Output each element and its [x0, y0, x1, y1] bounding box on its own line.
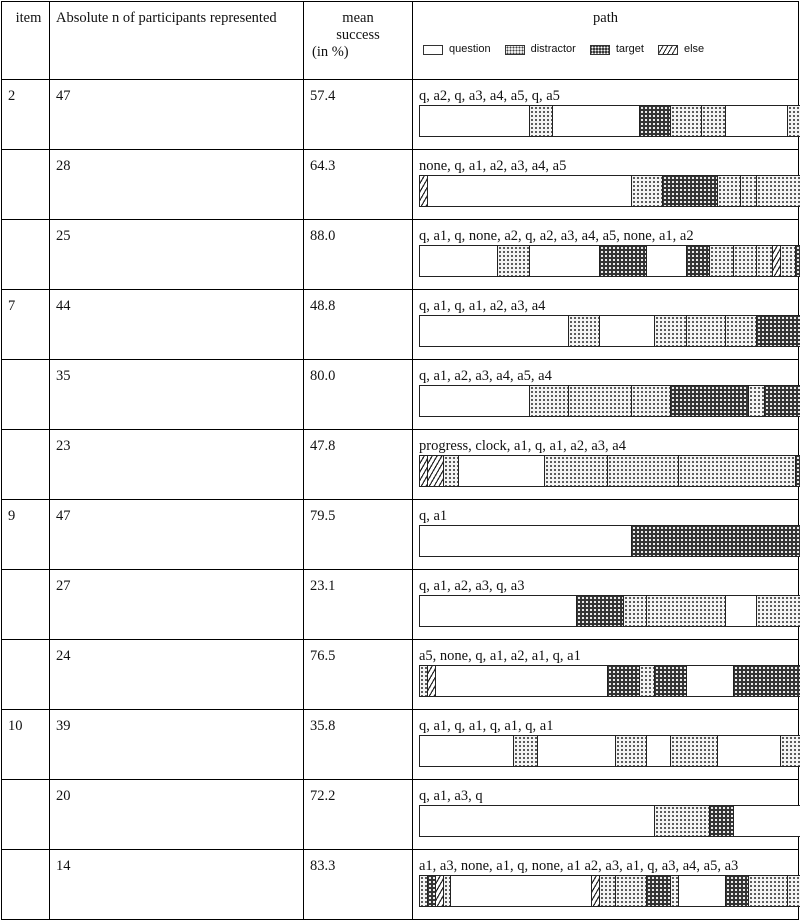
mean-success-cell-text: 72.2 — [310, 788, 336, 804]
path-segment-question — [538, 736, 616, 766]
mean-success-cell-text: 80.0 — [310, 368, 336, 384]
legend-swatch-else — [658, 45, 678, 55]
path-segment-question — [687, 666, 734, 696]
path-segment-distractor — [569, 386, 632, 416]
path-segment-target — [647, 876, 671, 906]
path-segment-distractor — [655, 806, 710, 836]
path-bar — [419, 245, 800, 277]
header-item: item — [2, 2, 50, 80]
path-segment-target — [710, 806, 734, 836]
participants-cell — [50, 430, 304, 500]
path-segment-question — [420, 736, 514, 766]
path-segment-else — [428, 456, 444, 486]
item-cell — [2, 570, 50, 640]
path-sequence: q, a1, a2, a3, q, a3 — [419, 578, 525, 594]
path-bar — [419, 385, 800, 417]
path-segment-else — [420, 456, 428, 486]
path-segment-question — [726, 106, 789, 136]
item-cell — [2, 640, 50, 710]
mean-success-cell — [304, 430, 413, 500]
header-mean-success — [304, 2, 413, 80]
participants-cell — [50, 710, 304, 780]
path-segment-distractor — [702, 106, 726, 136]
mean-success-cell — [304, 710, 413, 780]
path-segment-question — [420, 386, 530, 416]
path-cell — [413, 640, 799, 710]
participants-cell — [50, 500, 304, 570]
participants-cell-text: 47 — [56, 508, 71, 524]
path-segment-question — [420, 596, 577, 626]
path-segment-distractor — [781, 246, 797, 276]
path-segment-question — [420, 806, 655, 836]
path-segment-distractor — [687, 316, 726, 346]
participants-cell-text: 24 — [56, 648, 71, 664]
item-cell — [2, 850, 50, 920]
legend-label-question: question — [449, 43, 491, 55]
path-bar — [419, 175, 800, 207]
mean-success-cell-text: 57.4 — [310, 88, 336, 104]
mean-success-cell — [304, 360, 413, 430]
participants-cell — [50, 80, 304, 150]
header-participants: Absolute n of participants represented — [50, 2, 304, 80]
mean-success-cell-text: 76.5 — [310, 648, 336, 664]
path-segment-distractor — [616, 876, 647, 906]
mean-success-cell-text: 64.3 — [310, 158, 336, 174]
path-segment-target — [726, 876, 750, 906]
participants-cell-text: 23 — [56, 438, 71, 454]
item-cell — [2, 150, 50, 220]
path-cell — [413, 290, 799, 360]
path-segment-else — [592, 876, 600, 906]
path-segment-target — [765, 386, 800, 416]
path-bar — [419, 875, 800, 907]
legend-swatch-target — [590, 45, 610, 55]
path-segment-distractor — [734, 246, 758, 276]
path-segment-target — [632, 526, 800, 556]
path-segment-target — [796, 456, 800, 486]
table-row — [2, 80, 799, 150]
path-bar — [419, 665, 800, 697]
path-bar — [419, 315, 800, 347]
item-cell — [2, 500, 50, 570]
path-segment-distractor — [600, 876, 616, 906]
path-segment-distractor — [616, 736, 647, 766]
mean-success-cell-text: 23.1 — [310, 578, 336, 594]
path-sequence: progress, clock, a1, q, a1, a2, a3, a4 — [419, 438, 626, 454]
legend-swatch-question — [423, 45, 443, 55]
path-segment-target — [734, 666, 800, 696]
mean-success-cell-text: 47.8 — [310, 438, 336, 454]
participants-cell — [50, 360, 304, 430]
results-table — [1, 1, 799, 920]
path-segment-distractor — [624, 596, 648, 626]
participants-cell-text: 25 — [56, 228, 71, 244]
mean-success-cell — [304, 150, 413, 220]
path-segment-question — [530, 246, 601, 276]
path-segment-target — [640, 106, 671, 136]
path-segment-question — [420, 106, 530, 136]
path-cell — [413, 710, 799, 780]
path-cell — [413, 220, 799, 290]
path-cell — [413, 150, 799, 220]
item-cell — [2, 220, 50, 290]
path-segment-distractor — [608, 456, 679, 486]
path-segment-distractor — [671, 876, 679, 906]
mean-success-cell — [304, 570, 413, 640]
path-segment-distractor — [530, 386, 569, 416]
path-segment-distractor — [749, 876, 788, 906]
header-path — [413, 2, 799, 80]
participants-cell-text: 14 — [56, 858, 71, 874]
path-segment-distractor — [757, 596, 800, 626]
table-row — [2, 290, 799, 360]
path-segment-distractor — [444, 876, 452, 906]
header-mean-line1: mean — [342, 10, 374, 26]
path-segment-distractor — [749, 386, 765, 416]
path-segment-distractor — [757, 176, 800, 206]
path-cell — [413, 80, 799, 150]
table-row — [2, 430, 799, 500]
path-sequence: q, a2, q, a3, a4, a5, q, a5 — [419, 88, 560, 104]
path-segment-target — [671, 386, 749, 416]
path-sequence: a1, a3, none, a1, q, none, a1 a2, a3, a1, q, a3, a4, a5, a3 — [419, 858, 739, 874]
item-cell-text: 2 — [8, 88, 16, 104]
path-segment-question — [718, 736, 781, 766]
path-segment-distractor — [710, 246, 734, 276]
participants-cell — [50, 290, 304, 360]
table-row — [2, 780, 799, 850]
path-segment-target — [428, 876, 436, 906]
path-bar — [419, 735, 800, 767]
path-sequence: q, a1, q, none, a2, q, a2, a3, a4, a5, none, a1, a2 — [419, 228, 694, 244]
header-mean-line2: success — [336, 27, 380, 43]
participants-cell — [50, 220, 304, 290]
mean-success-cell-text: 79.5 — [310, 508, 336, 524]
path-bar — [419, 455, 800, 487]
item-cell — [2, 430, 50, 500]
item-cell — [2, 80, 50, 150]
table-row — [2, 640, 799, 710]
item-cell-text — [2, 640, 49, 648]
item-cell-text — [2, 780, 49, 788]
participants-cell — [50, 150, 304, 220]
item-cell-text — [2, 430, 49, 438]
table-row — [2, 150, 799, 220]
path-segment-else — [773, 246, 781, 276]
path-segment-question — [459, 456, 545, 486]
mean-success-cell — [304, 220, 413, 290]
participants-cell-text: 35 — [56, 368, 71, 384]
mean-success-cell — [304, 290, 413, 360]
path-bar — [419, 525, 800, 557]
path-segment-question — [553, 106, 639, 136]
path-segment-distractor — [726, 316, 757, 346]
path-segment-target — [600, 246, 647, 276]
path-segment-target — [687, 246, 711, 276]
item-cell-text — [2, 220, 49, 228]
header-path-title: path — [593, 10, 618, 26]
path-segment-distractor — [757, 246, 773, 276]
item-cell-text — [2, 850, 49, 858]
path-segment-question — [428, 176, 632, 206]
path-segment-distractor — [632, 386, 671, 416]
mean-success-cell — [304, 500, 413, 570]
item-cell-text: 7 — [8, 298, 16, 314]
path-segment-distractor — [788, 106, 800, 136]
path-segment-distractor — [444, 456, 460, 486]
mean-success-cell-text: 48.8 — [310, 298, 336, 314]
header-mean-line3: (in %) — [312, 44, 349, 60]
path-segment-target — [608, 666, 639, 696]
participants-cell — [50, 640, 304, 710]
item-cell-text — [2, 360, 49, 368]
table-row — [2, 570, 799, 640]
path-segment-target — [663, 176, 718, 206]
path-sequence: q, a1, q, a1, a2, a3, a4 — [419, 298, 546, 314]
path-segment-else — [420, 176, 428, 206]
mean-success-cell-text: 83.3 — [310, 858, 336, 874]
table-row — [2, 500, 799, 570]
path-segment-distractor — [420, 876, 428, 906]
item-cell — [2, 290, 50, 360]
table-row — [2, 360, 799, 430]
path-segment-distractor — [498, 246, 529, 276]
path-segment-distractor — [640, 666, 656, 696]
path-segment-question — [600, 316, 655, 346]
path-sequence: q, a1, a3, q — [419, 788, 483, 804]
item-cell-text: 10 — [8, 718, 23, 734]
path-segment-question — [420, 526, 632, 556]
path-segment-question — [420, 316, 569, 346]
participants-cell — [50, 780, 304, 850]
item-cell-text — [2, 570, 49, 578]
path-segment-distractor — [741, 176, 757, 206]
path-segment-question — [420, 246, 498, 276]
path-segment-question — [647, 246, 686, 276]
mean-success-cell-text: 35.8 — [310, 718, 336, 734]
path-segment-question — [451, 876, 592, 906]
path-segment-distractor — [718, 176, 742, 206]
path-cell — [413, 500, 799, 570]
path-cell — [413, 360, 799, 430]
mean-success-cell — [304, 780, 413, 850]
path-sequence: a5, none, q, a1, a2, a1, q, a1 — [419, 648, 581, 664]
legend-swatch-distractor — [505, 45, 525, 55]
path-segment-question — [679, 876, 726, 906]
mean-success-cell — [304, 850, 413, 920]
path-segment-question — [734, 806, 800, 836]
path-cell — [413, 430, 799, 500]
table-row — [2, 220, 799, 290]
path-segment-else — [428, 666, 436, 696]
path-segment-distractor — [545, 456, 608, 486]
path-sequence: q, a1 — [419, 508, 448, 524]
path-segment-target — [796, 246, 800, 276]
participants-cell-text: 28 — [56, 158, 71, 174]
path-segment-distractor — [569, 316, 600, 346]
mean-success-cell-text: 88.0 — [310, 228, 336, 244]
path-segment-distractor — [647, 596, 725, 626]
participants-cell-text: 47 — [56, 88, 71, 104]
path-segment-distractor — [679, 456, 797, 486]
path-bar — [419, 805, 800, 837]
path-segment-distractor — [781, 736, 800, 766]
path-cell — [413, 570, 799, 640]
path-segment-question — [647, 736, 671, 766]
legend-entry-distractor — [505, 41, 576, 58]
path-segment-distractor — [788, 876, 800, 906]
item-cell-text: 9 — [8, 508, 16, 524]
legend-entry-target — [590, 41, 644, 58]
table-row — [2, 850, 799, 920]
path-cell — [413, 780, 799, 850]
participants-cell-text: 39 — [56, 718, 71, 734]
participants-cell — [50, 570, 304, 640]
path-segment-target — [655, 666, 686, 696]
legend-label-else: else — [683, 43, 705, 55]
legend-entry-question — [423, 41, 491, 58]
header-row — [2, 2, 799, 80]
path-segment-distractor — [530, 106, 554, 136]
path-segment-question — [726, 596, 757, 626]
item-cell — [2, 780, 50, 850]
path-segment-distractor — [671, 106, 702, 136]
participants-cell-text: 20 — [56, 788, 71, 804]
path-bar — [419, 595, 800, 627]
mean-success-cell — [304, 80, 413, 150]
participants-cell-text: 27 — [56, 578, 71, 594]
legend-label-distractor: distractor — [530, 43, 576, 55]
path-segment-question — [436, 666, 608, 696]
item-cell — [2, 360, 50, 430]
path-segment-target — [757, 316, 800, 346]
path-bar — [419, 105, 800, 137]
path-sequence: q, a1, q, a1, q, a1, q, a1 — [419, 718, 554, 734]
path-sequence: none, q, a1, a2, a3, a4, a5 — [419, 158, 567, 174]
path-segment-distractor — [420, 666, 428, 696]
path-segment-distractor — [632, 176, 663, 206]
path-segment-distractor — [671, 736, 718, 766]
path-sequence: q, a1, a2, a3, a4, a5, a4 — [419, 368, 552, 384]
path-segment-distractor — [514, 736, 538, 766]
path-segment-else — [436, 876, 444, 906]
path-cell — [413, 850, 799, 920]
participants-cell — [50, 850, 304, 920]
legend — [423, 41, 798, 58]
legend-entry-else — [658, 41, 704, 58]
item-cell-text — [2, 150, 49, 158]
table-row — [2, 710, 799, 780]
path-segment-distractor — [655, 316, 686, 346]
mean-success-cell — [304, 640, 413, 710]
path-segment-target — [577, 596, 624, 626]
item-cell — [2, 710, 50, 780]
participants-cell-text: 44 — [56, 298, 71, 314]
legend-label-target: target — [615, 43, 644, 55]
